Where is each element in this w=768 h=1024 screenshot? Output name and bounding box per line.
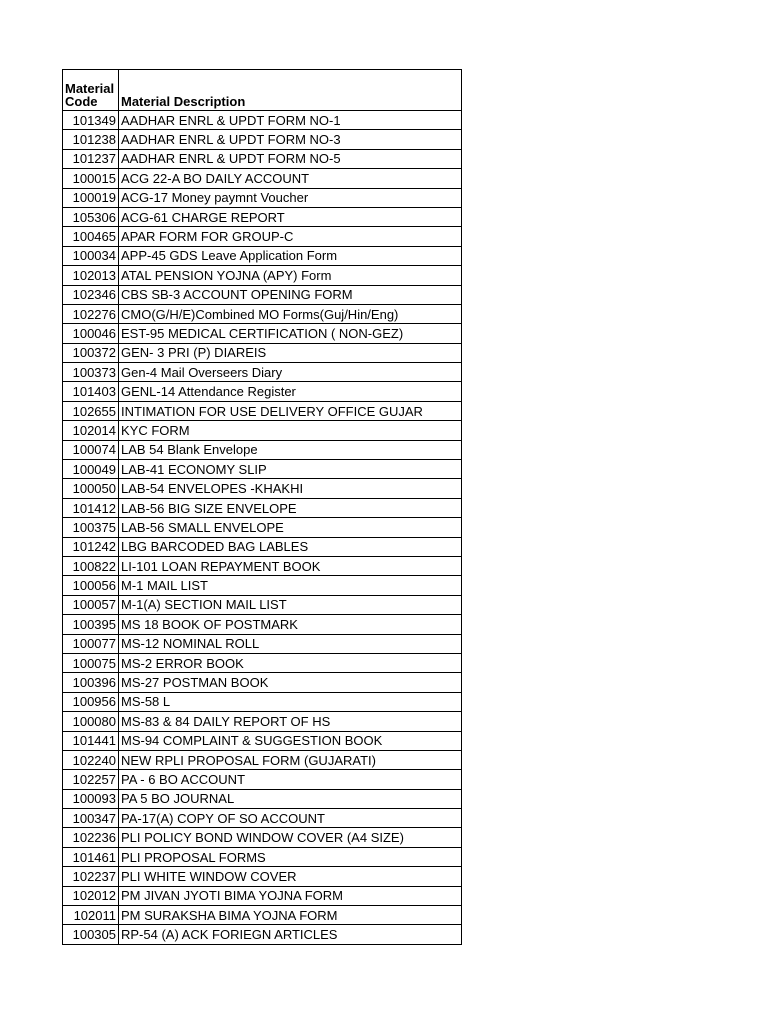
material-description-cell: MS 18 BOOK OF POSTMARK — [119, 615, 462, 634]
table-row — [63, 382, 462, 401]
material-code-cell: 100305 — [63, 925, 119, 944]
material-description-cell: EST-95 MEDICAL CERTIFICATION ( NON-GEZ) — [119, 324, 462, 343]
table-row — [63, 576, 462, 595]
material-code-cell: 100093 — [63, 789, 119, 808]
material-code-cell: 102014 — [63, 421, 119, 440]
material-code-cell: 100075 — [63, 653, 119, 672]
table-row — [63, 440, 462, 459]
table-row — [63, 149, 462, 168]
table-row — [63, 789, 462, 808]
material-description-cell: AADHAR ENRL & UPDT FORM NO-3 — [119, 130, 462, 149]
table-row — [63, 750, 462, 769]
table-row — [63, 246, 462, 265]
material-description-cell: CMO(G/H/E)Combined MO Forms(Guj/Hin/Eng) — [119, 304, 462, 323]
table-row — [63, 285, 462, 304]
header-row — [63, 70, 462, 111]
material-code-cell: 102013 — [63, 266, 119, 285]
material-table — [62, 69, 462, 945]
material-description-cell: KYC FORM — [119, 421, 462, 440]
material-code-cell: 100019 — [63, 188, 119, 207]
table-row — [63, 556, 462, 575]
material-code-cell: 102236 — [63, 828, 119, 847]
material-description-cell: LBG BARCODED BAG LABLES — [119, 537, 462, 556]
material-description-cell: PM JIVAN JYOTI BIMA YOJNA FORM — [119, 886, 462, 905]
table-row — [63, 518, 462, 537]
material-description-cell: Gen-4 Mail Overseers Diary — [119, 363, 462, 382]
table-row — [63, 595, 462, 614]
material-code-cell: 100396 — [63, 673, 119, 692]
material-code-cell: 102012 — [63, 886, 119, 905]
material-description-cell: ACG-61 CHARGE REPORT — [119, 207, 462, 226]
material-code-cell: 100049 — [63, 460, 119, 479]
header-material-code: Material Code — [63, 70, 119, 111]
material-code-cell: 102237 — [63, 867, 119, 886]
material-description-cell: INTIMATION FOR USE DELIVERY OFFICE GUJAR — [119, 401, 462, 420]
table-row — [63, 188, 462, 207]
table-row — [63, 770, 462, 789]
table-row — [63, 304, 462, 323]
table-row — [63, 266, 462, 285]
material-code-cell: 100034 — [63, 246, 119, 265]
material-description-cell: NEW RPLI PROPOSAL FORM (GUJARATI) — [119, 750, 462, 769]
material-description-cell: LAB-56 BIG SIZE ENVELOPE — [119, 498, 462, 517]
material-description-cell: LAB-56 SMALL ENVELOPE — [119, 518, 462, 537]
material-description-cell: LI-101 LOAN REPAYMENT BOOK — [119, 556, 462, 575]
material-description-cell: ACG-17 Money paymnt Voucher — [119, 188, 462, 207]
material-description-cell: PLI POLICY BOND WINDOW COVER (A4 SIZE) — [119, 828, 462, 847]
material-description-cell: AADHAR ENRL & UPDT FORM NO-5 — [119, 149, 462, 168]
material-description-cell: RP-54 (A) ACK FORIEGN ARTICLES — [119, 925, 462, 944]
table-row — [63, 712, 462, 731]
material-code-cell: 100375 — [63, 518, 119, 537]
table-row — [63, 460, 462, 479]
material-code-cell: 100822 — [63, 556, 119, 575]
table-row — [63, 809, 462, 828]
material-code-cell: 100074 — [63, 440, 119, 459]
material-code-cell: 101441 — [63, 731, 119, 750]
table-row — [63, 498, 462, 517]
table-row — [63, 634, 462, 653]
table-row — [63, 867, 462, 886]
material-code-cell: 101461 — [63, 847, 119, 866]
material-description-cell: CBS SB-3 ACCOUNT OPENING FORM — [119, 285, 462, 304]
table-row — [63, 537, 462, 556]
material-code-cell: 102655 — [63, 401, 119, 420]
material-description-cell: PA 5 BO JOURNAL — [119, 789, 462, 808]
material-code-cell: 100057 — [63, 595, 119, 614]
material-description-cell: LAB 54 Blank Envelope — [119, 440, 462, 459]
material-code-cell: 101403 — [63, 382, 119, 401]
material-description-cell: LAB-54 ENVELOPES -KHAKHI — [119, 479, 462, 498]
material-description-cell: MS-12 NOMINAL ROLL — [119, 634, 462, 653]
material-description-cell: AADHAR ENRL & UPDT FORM NO-1 — [119, 111, 462, 130]
material-code-cell: 102276 — [63, 304, 119, 323]
material-description-cell: PA - 6 BO ACCOUNT — [119, 770, 462, 789]
material-description-cell: PM SURAKSHA BIMA YOJNA FORM — [119, 906, 462, 925]
material-code-cell: 100015 — [63, 169, 119, 188]
table-row — [63, 886, 462, 905]
material-code-cell: 101412 — [63, 498, 119, 517]
table-row — [63, 925, 462, 944]
table-row — [63, 847, 462, 866]
material-description-cell: MS-94 COMPLAINT & SUGGESTION BOOK — [119, 731, 462, 750]
table-body — [63, 111, 462, 945]
material-description-cell: LAB-41 ECONOMY SLIP — [119, 460, 462, 479]
table-row — [63, 906, 462, 925]
material-code-cell: 102240 — [63, 750, 119, 769]
table-row — [63, 692, 462, 711]
table-row — [63, 615, 462, 634]
table-row — [63, 673, 462, 692]
table-row — [63, 169, 462, 188]
material-description-cell: PLI PROPOSAL FORMS — [119, 847, 462, 866]
material-description-cell: M-1 MAIL LIST — [119, 576, 462, 595]
table-row — [63, 363, 462, 382]
material-code-cell: 100050 — [63, 479, 119, 498]
table-row — [63, 324, 462, 343]
material-code-cell: 101237 — [63, 149, 119, 168]
table-row — [63, 343, 462, 362]
material-description-cell: GEN- 3 PRI (P) DIAREIS — [119, 343, 462, 362]
table-row — [63, 479, 462, 498]
material-code-cell: 100347 — [63, 809, 119, 828]
material-description-cell: PA-17(A) COPY OF SO ACCOUNT — [119, 809, 462, 828]
material-code-cell: 100080 — [63, 712, 119, 731]
table-row — [63, 207, 462, 226]
material-description-cell: GENL-14 Attendance Register — [119, 382, 462, 401]
material-code-cell: 100956 — [63, 692, 119, 711]
material-description-cell: ACG 22-A BO DAILY ACCOUNT — [119, 169, 462, 188]
material-code-cell: 100465 — [63, 227, 119, 246]
material-description-cell: APAR FORM FOR GROUP-C — [119, 227, 462, 246]
material-code-cell: 100373 — [63, 363, 119, 382]
table-row — [63, 828, 462, 847]
material-code-cell: 102257 — [63, 770, 119, 789]
table-row — [63, 731, 462, 750]
material-code-cell: 100372 — [63, 343, 119, 362]
material-description-cell: M-1(A) SECTION MAIL LIST — [119, 595, 462, 614]
table-row — [63, 653, 462, 672]
material-code-cell: 100077 — [63, 634, 119, 653]
material-description-cell: ATAL PENSION YOJNA (APY) Form — [119, 266, 462, 285]
material-code-cell: 101242 — [63, 537, 119, 556]
material-code-cell: 100056 — [63, 576, 119, 595]
table-row — [63, 111, 462, 130]
material-code-cell: 101349 — [63, 111, 119, 130]
table-row — [63, 130, 462, 149]
table-row — [63, 421, 462, 440]
material-code-cell: 102346 — [63, 285, 119, 304]
material-code-cell: 102011 — [63, 906, 119, 925]
material-description-cell: MS-2 ERROR BOOK — [119, 653, 462, 672]
material-code-cell: 101238 — [63, 130, 119, 149]
material-description-cell: APP-45 GDS Leave Application Form — [119, 246, 462, 265]
material-description-cell: MS-58 L — [119, 692, 462, 711]
header-material-description: Material Description — [119, 70, 462, 111]
table-row — [63, 401, 462, 420]
material-code-cell: 100046 — [63, 324, 119, 343]
material-code-cell: 100395 — [63, 615, 119, 634]
material-code-cell: 105306 — [63, 207, 119, 226]
material-description-cell: MS-27 POSTMAN BOOK — [119, 673, 462, 692]
material-description-cell: PLI WHITE WINDOW COVER — [119, 867, 462, 886]
table-row — [63, 227, 462, 246]
material-description-cell: MS-83 & 84 DAILY REPORT OF HS — [119, 712, 462, 731]
